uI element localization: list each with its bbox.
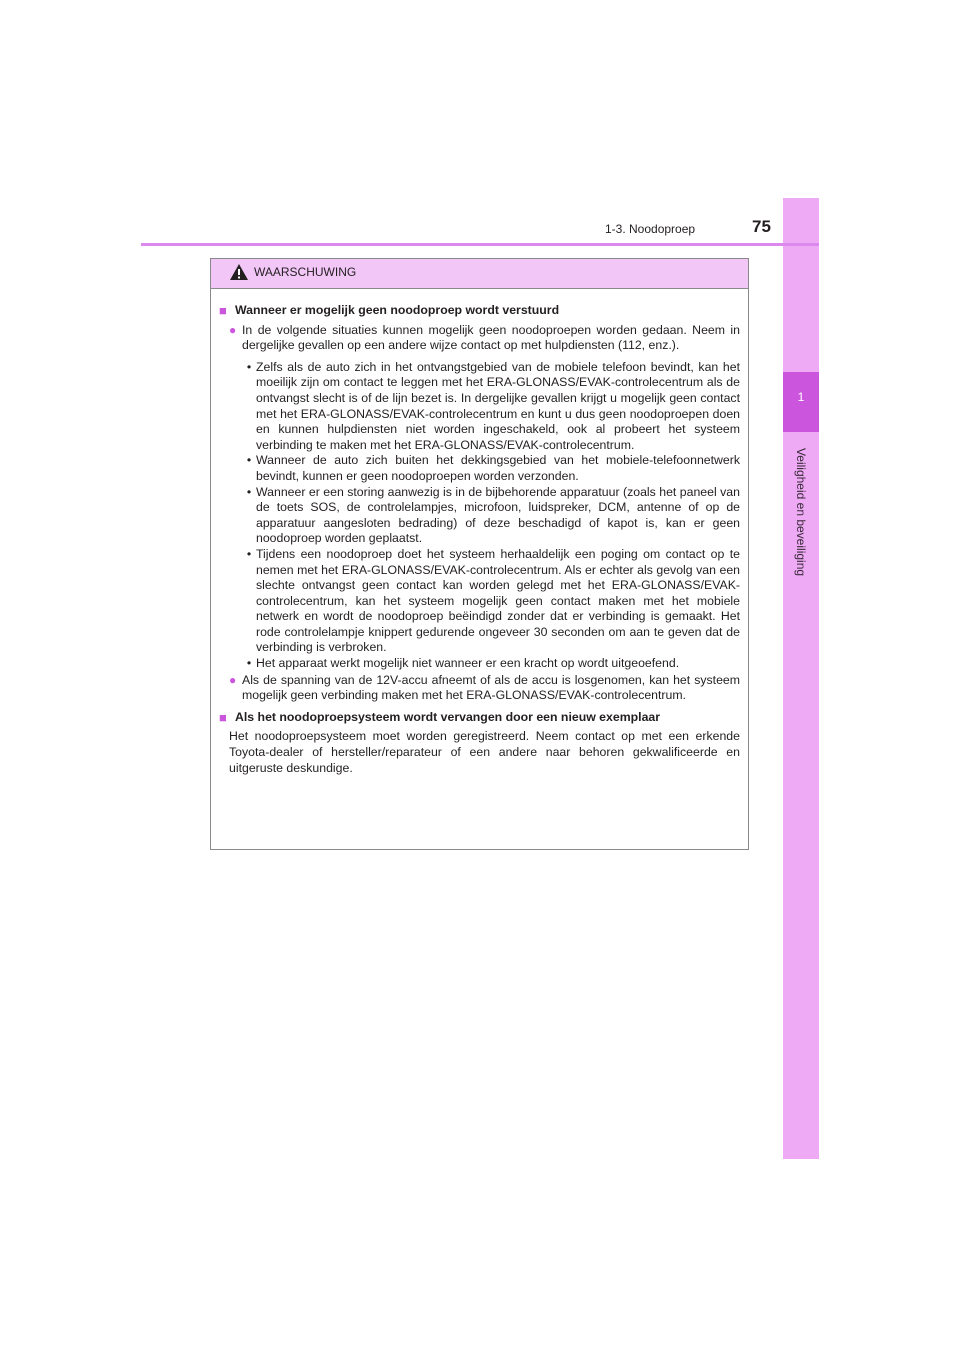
warning-title: WAARSCHUWING	[254, 265, 357, 279]
bullet-item: • Tijdens een noodoproep doet het systeem herhaaldelijk een poging om contact op te nemen met het ERA-GLONASS/EVAK-controlecentrum. Als er echter als gevolg van een slechte ontvangst geen contact kan worden gelegd met het ERA-GLONASS/EVAK-controlecentrum, kan het systeem mogelijk geen contact maken met het mobiele netwerk en wordt de noodoproep beëindigd zonder dat er verbinding is gemaakt. Het rode controlelampje knippert gedurende ongeveer 30 seconden om aan te geven dat de verbinding is verbroken.	[246, 546, 740, 655]
section-heading	[219, 710, 740, 726]
circle-bullet-icon: ●	[229, 322, 237, 337]
warning-header	[211, 259, 748, 289]
bullet-list	[219, 360, 740, 672]
list-item	[219, 673, 740, 704]
warning-box	[210, 258, 749, 850]
section-heading-text: Wanneer er mogelijk geen noodoproep wordt verstuurd	[235, 303, 560, 317]
section-title: 1-3. Noodoproep	[605, 222, 696, 236]
section-heading	[219, 303, 740, 319]
bullet-item: • Zelfs als de auto zich in het ontvangstgebied van de mobiele telefoon bevindt, kan het moeilijk zijn om contact te leggen met het ERA-GLONASS/EVAK-controlecentrum als de ontvangst slecht is of de lijn bezet is. In dergelijke gevallen krijgt u mogelijk geen contact met het ERA-GLONASS/EVAK-controlecentrum en kunt u dus geen noodoproepen doen en kunnen hulpdiensten niet worden ingeschakeld, ook al probeert het systeem verbinding te maken met het ERA-GLONASS/EVAK-controlecentrum.	[246, 359, 740, 452]
header-rule	[141, 243, 819, 246]
chapter-number: 1	[797, 390, 805, 404]
list-item	[219, 323, 740, 354]
warning-triangle-icon	[229, 263, 249, 281]
square-bullet-icon: ■	[219, 709, 227, 725]
page-number: 75	[752, 217, 771, 236]
warning-body	[211, 289, 748, 776]
side-tab	[783, 198, 819, 1159]
bullet-item: • Wanneer de auto zich buiten het dekkingsgebied van het mobiele-telefoonnetwerk bevindt, kunnen er geen noodoproepen worden verzonden.	[246, 453, 740, 483]
paragraph: Het noodoproepsysteem moet worden geregistreerd. Neem contact op met een erkende Toyota-dealer of hersteller/reparateur of een andere naar behoren gekwalificeerde en uitgeruste deskundige.	[229, 729, 740, 775]
chapter-title: Veiligheid en beveiliging	[794, 447, 808, 577]
list-item-text: In de volgende situaties kunnen mogelijk geen noodoproepen worden gedaan. Neem in dergelijke gevallen op een andere wijze contact op met hulpdiensten (112, enz.).	[242, 322, 740, 353]
bullet-item: • Wanneer er een storing aanwezig is in de bijbehorende apparatuur (zoals het paneel van de toets SOS, de controlelampjes, microfoon, luidspreker, DCM, antenne of op de apparatuur aangesloten bedrading) of deze beschadigd of kapot is, kan er geen noodoproep worden geplaatst.	[246, 484, 740, 546]
bullet-item: • Het apparaat werkt mogelijk niet wanneer er een kracht op wordt uitgeoefend.	[246, 656, 680, 671]
list-item-text: Als de spanning van de 12V-accu afneemt of als de accu is losgenomen, kan het systeem mogelijk geen verbinding maken met het ERA-GLONASS/EVAK-controlecentrum.	[242, 672, 740, 703]
circle-bullet-icon: ●	[229, 672, 237, 687]
square-bullet-icon: ■	[219, 303, 227, 318]
section-heading-text: Als het noodoproepsysteem wordt vervangen door een nieuw exemplaar	[235, 709, 661, 724]
